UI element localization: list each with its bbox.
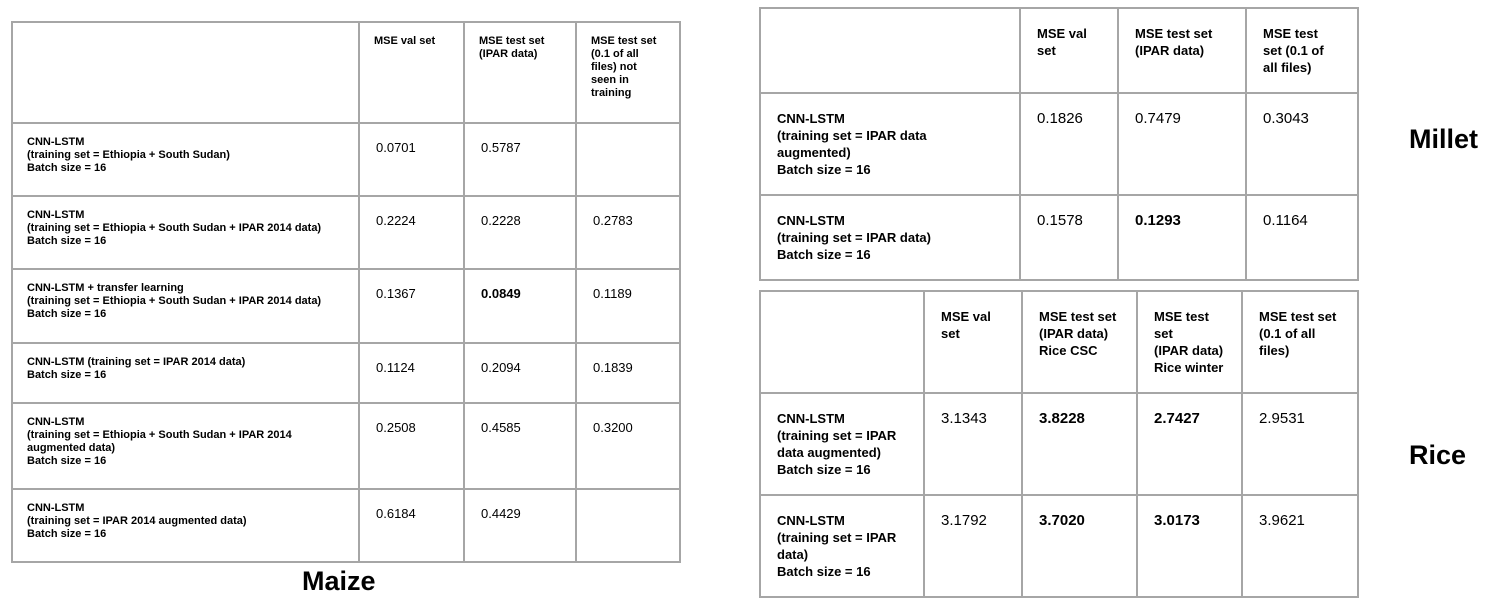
cell-mse-test-ipar: 0.4585 <box>464 403 576 489</box>
cell-mse-val: 3.1343 <box>924 393 1022 495</box>
cell-mse-test-all: 0.2783 <box>576 196 680 269</box>
rice-caption: Rice <box>1409 440 1467 470</box>
row-label: CNN-LSTM (training set = IPAR 2014 augmented data) Batch size = 16 <box>12 489 359 562</box>
cell-mse-val: 0.2508 <box>359 403 464 489</box>
cell-mse-val: 0.1578 <box>1020 195 1118 280</box>
table-row <box>760 93 1358 195</box>
row-label: CNN-LSTM (training set = Ethiopia + South Sudan + IPAR 2014 data) Batch size = 16 <box>12 196 359 269</box>
table-header-row <box>12 22 680 123</box>
table-header-row <box>760 8 1358 93</box>
cell-mse-val: 0.1367 <box>359 269 464 343</box>
row-label: CNN-LSTM (training set = IPAR data) Batch size = 16 <box>760 495 924 597</box>
row-label: CNN-LSTM (training set = IPAR data augmented) Batch size = 16 <box>760 93 1020 195</box>
cell-mse-test-ipar: 0.7479 <box>1118 93 1246 195</box>
cell-mse-test-winter: 3.0173 <box>1137 495 1242 597</box>
cell-mse-val: 0.1124 <box>359 343 464 403</box>
table-row <box>760 195 1358 280</box>
header-mse-test-all: MSE test set (0.1 of all files) <box>1242 291 1358 393</box>
millet-caption: Millet <box>1409 124 1479 154</box>
cell-mse-test-all <box>576 123 680 196</box>
cell-mse-test-ipar: 0.5787 <box>464 123 576 196</box>
header-mse-test-all: MSE test set (0.1 of all files) <box>1246 8 1358 93</box>
row-label: CNN-LSTM (training set = Ethiopia + South Sudan) Batch size = 16 <box>12 123 359 196</box>
cell-mse-val: 0.0701 <box>359 123 464 196</box>
header-cell-empty <box>760 291 924 393</box>
cell-mse-test-csc: 3.8228 <box>1022 393 1137 495</box>
row-label: CNN-LSTM (training set = IPAR data) Batch size = 16 <box>760 195 1020 280</box>
cell-mse-val: 0.2224 <box>359 196 464 269</box>
cell-mse-test-ipar: 0.2094 <box>464 343 576 403</box>
cell-mse-val: 0.6184 <box>359 489 464 562</box>
header-mse-test-ipar: MSE test set (IPAR data) <box>1118 8 1246 93</box>
header-mse-val: MSE val set <box>1020 8 1118 93</box>
cell-mse-test-all: 0.3200 <box>576 403 680 489</box>
cell-mse-val: 0.1826 <box>1020 93 1118 195</box>
header-cell-empty <box>12 22 359 123</box>
maize-caption: Maize <box>302 566 376 596</box>
cell-mse-test-winter: 2.7427 <box>1137 393 1242 495</box>
table-row <box>12 343 680 403</box>
header-mse-test-ipar: MSE test set (IPAR data) <box>464 22 576 123</box>
table-row <box>12 489 680 562</box>
header-mse-val: MSE val set <box>359 22 464 123</box>
rice-results-table <box>759 290 1359 598</box>
cell-mse-test-ipar: 0.1293 <box>1118 195 1246 280</box>
cell-mse-test-all: 0.1839 <box>576 343 680 403</box>
table-row <box>12 196 680 269</box>
table-row <box>760 393 1358 495</box>
header-mse-val: MSE val set <box>924 291 1022 393</box>
cell-mse-val: 3.1792 <box>924 495 1022 597</box>
table-row <box>12 123 680 196</box>
maize-results-table <box>11 21 681 563</box>
row-label: CNN-LSTM (training set = IPAR data augmented) Batch size = 16 <box>760 393 924 495</box>
table-header-row <box>760 291 1358 393</box>
header-mse-test-winter: MSE test set (IPAR data) Rice winter <box>1137 291 1242 393</box>
table-row <box>12 403 680 489</box>
cell-mse-test-csc: 3.7020 <box>1022 495 1137 597</box>
header-mse-test-csc: MSE test set (IPAR data) Rice CSC <box>1022 291 1137 393</box>
header-mse-test-all: MSE test set (0.1 of all files) not seen in training <box>576 22 680 123</box>
cell-mse-test-all: 3.9621 <box>1242 495 1358 597</box>
cell-mse-test-ipar: 0.2228 <box>464 196 576 269</box>
cell-mse-test-all: 0.1164 <box>1246 195 1358 280</box>
row-label: CNN-LSTM (training set = Ethiopia + South Sudan + IPAR 2014 augmented data) Batch size = 16 <box>12 403 359 489</box>
row-label: CNN-LSTM (training set = IPAR 2014 data) Batch size = 16 <box>12 343 359 403</box>
table-row <box>760 495 1358 597</box>
cell-mse-test-all: 0.3043 <box>1246 93 1358 195</box>
row-label: CNN-LSTM + transfer learning (training set = Ethiopia + South Sudan + IPAR 2014 data) Batch size = 16 <box>12 269 359 343</box>
cell-mse-test-all <box>576 489 680 562</box>
millet-results-table <box>759 7 1359 281</box>
cell-mse-test-all: 2.9531 <box>1242 393 1358 495</box>
cell-mse-test-all: 0.1189 <box>576 269 680 343</box>
table-row <box>12 269 680 343</box>
header-cell-empty <box>760 8 1020 93</box>
cell-mse-test-ipar: 0.0849 <box>464 269 576 343</box>
cell-mse-test-ipar: 0.4429 <box>464 489 576 562</box>
